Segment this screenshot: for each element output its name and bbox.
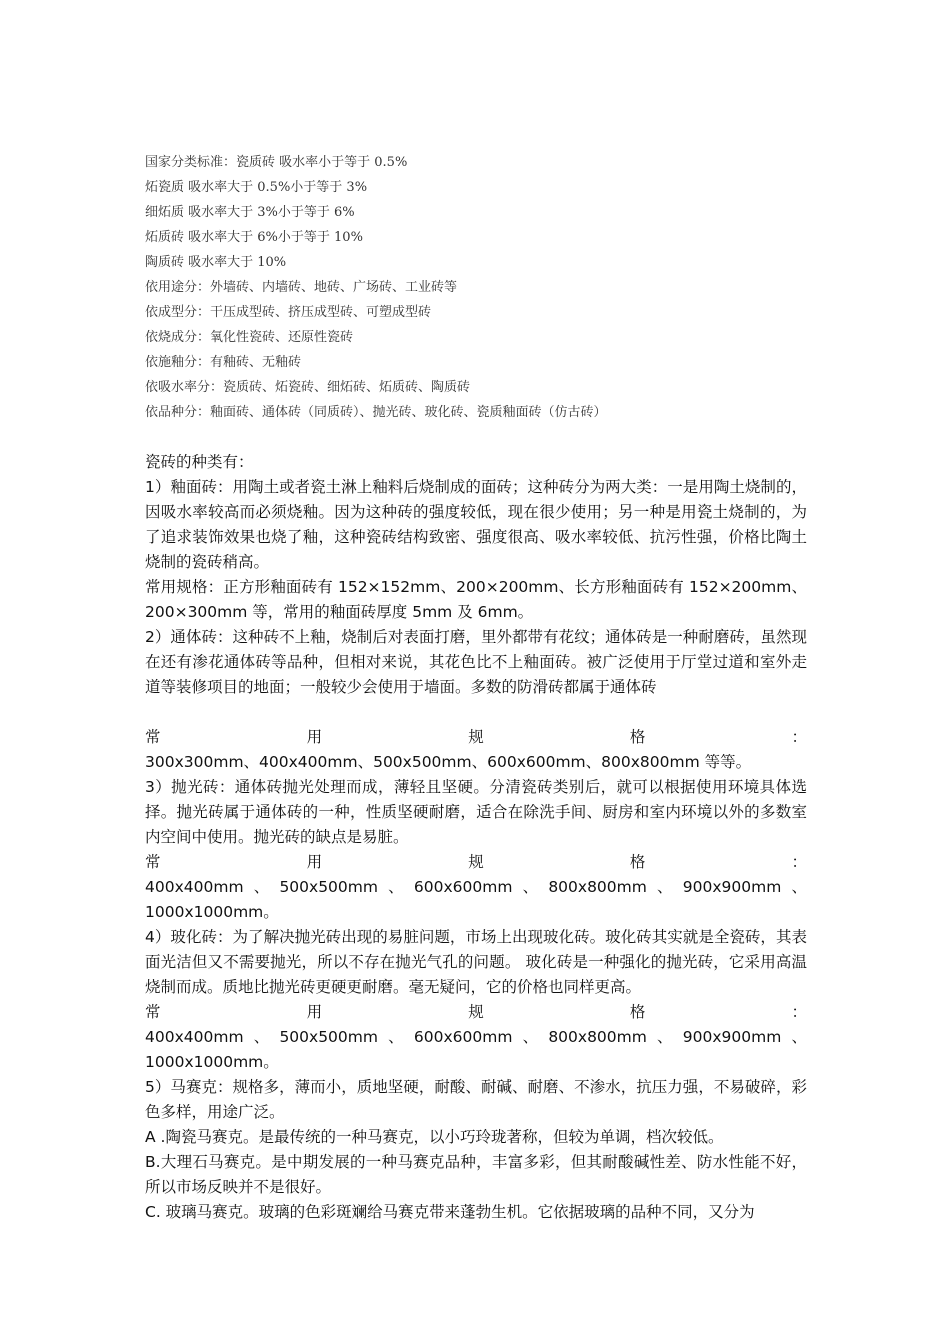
ceramic-mosaic-paragraph: A .陶瓷马赛克。是最传统的一种马赛克，以小巧玲珑著称，但较为单调，档次较低。 bbox=[145, 1128, 724, 1146]
spec-label-char: 规 bbox=[468, 728, 484, 746]
spec-label-char: ： bbox=[791, 853, 807, 871]
spec-label-char: 用 bbox=[306, 1003, 323, 1021]
glazed-tile-spec: 常用规格：正方形釉面砖有 152×152mm、200×200mm、长方形釉面砖有 152×200mm、200×300mm 等，常用的釉面砖厚度 5mm 及 6mm。 bbox=[145, 578, 807, 621]
full-body-tile-paragraph: 2）通体砖：这种砖不上釉，烧制后对表面打磨，里外都带有花纹；通体砖是一种耐磨砖，虽然现在还有渗花通体砖等品种，但相对来说，其花色比不上釉面砖。被广泛使用于厅堂过道和室外走道等装修项目的地面；一般较少会使用于墙面。多数的防滑砖都属于通体砖 bbox=[145, 628, 807, 696]
spec-label-char: ： bbox=[791, 728, 807, 746]
spec-label-char: 常 bbox=[145, 853, 161, 871]
classification-line: 细炻质 吸水率大于 3%小于等于 6% bbox=[145, 205, 355, 220]
mosaic-paragraph: 5）马赛克：规格多，薄而小，质地坚硬，耐酸、耐碱、耐磨、不渗水，抗压力强，不易破碎，彩色多样，用途广泛。 bbox=[145, 1078, 807, 1121]
polished-tile-spec: 400x400mm、500x500mm、600x600mm、800x800mm、900x900mm、1000x1000mm。 bbox=[145, 878, 807, 921]
full-body-tile-spec: 300x300mm、400x400mm、500x500mm、600x600mm、800x800mm 等等。 bbox=[145, 753, 752, 771]
spec-label bbox=[145, 850, 807, 875]
glass-mosaic-paragraph: C. 玻璃马赛克。玻璃的色彩斑斓给马赛克带来蓬勃生机。它依据玻璃的品种不同，又分为 bbox=[145, 1203, 755, 1221]
classification-line: 依成型分：干压成型砖、挤压成型砖、可塑成型砖 bbox=[145, 305, 432, 320]
polished-tile-paragraph: 3）抛光砖：通体砖抛光处理而成，薄轻且坚硬。分清瓷砖类别后，就可以根据使用环境具体选择。抛光砖属于通体砖的一种，性质坚硬耐磨，适合在除洗手间、厨房和室内环境以外的多数室内空间中使用。抛光砖的缺点是易脏。 bbox=[145, 778, 807, 846]
spec-label-char: 用 bbox=[306, 728, 323, 746]
spec-label-char: 规 bbox=[468, 853, 484, 871]
spec-label-char: 常 bbox=[145, 1003, 161, 1021]
spec-label-char: 格 bbox=[629, 853, 646, 871]
spec-label-char: ： bbox=[791, 1003, 807, 1021]
classification-line: 国家分类标准：瓷质砖 吸水率小于等于 0.5% bbox=[145, 155, 408, 170]
classification-line: 陶质砖 吸水率大于 10% bbox=[145, 255, 287, 270]
spec-label-char: 用 bbox=[306, 853, 323, 871]
marble-mosaic-paragraph: B.大理石马赛克。是中期发展的一种马赛克品种，丰富多彩，但其耐酸碱性差、防水性能不好，所以市场反映并不是很好。 bbox=[145, 1153, 807, 1196]
spec-label bbox=[145, 725, 807, 750]
classification-line: 依用途分：外墙砖、内墙砖、地砖、广场砖、工业砖等 bbox=[145, 280, 458, 295]
classification-line: 依吸水率分：瓷质砖、炻瓷砖、细炻砖、炻质砖、陶质砖 bbox=[145, 380, 471, 395]
section-heading: 瓷砖的种类有： bbox=[145, 453, 254, 471]
spec-label-char: 格 bbox=[629, 728, 646, 746]
classification-line: 炻质砖 吸水率大于 6%小于等于 10% bbox=[145, 230, 363, 245]
spec-label-char: 规 bbox=[468, 1003, 484, 1021]
spec-label-char: 常 bbox=[145, 728, 161, 746]
classification-line: 依施釉分：有釉砖、无釉砖 bbox=[145, 355, 302, 370]
classification-line: 依烧成分：氧化性瓷砖、还原性瓷砖 bbox=[145, 330, 354, 345]
spec-label bbox=[145, 1000, 807, 1025]
classification-line: 依品种分：釉面砖、通体砖（同质砖）、抛光砖、玻化砖、瓷质釉面砖（仿古砖） bbox=[145, 405, 607, 420]
blank-line bbox=[145, 700, 807, 725]
tile-types-section bbox=[145, 450, 807, 1225]
vitrified-tile-paragraph: 4）玻化砖：为了解决抛光砖出现的易脏问题，市场上出现玻化砖。玻化砖其实就是全瓷砖，其表面光洁但又不需要抛光，所以不存在抛光气孔的问题。 玻化砖是一种强化的抛光砖，它采用高温烧制而成。质地比抛光砖更硬更耐磨。毫无疑问，它的价格也同样更高。 bbox=[145, 928, 807, 996]
classification-line: 炻瓷质 吸水率大于 0.5%小于等于 3% bbox=[145, 180, 368, 195]
spec-label-char: 格 bbox=[629, 1003, 646, 1021]
classification-list bbox=[145, 150, 825, 425]
glazed-tile-paragraph: 1）釉面砖：用陶土或者瓷土淋上釉料后烧制成的面砖；这种砖分为两大类：一是用陶土烧制的，因吸水率较高而必须烧釉。因为这种砖的强度较低，现在很少使用；另一种是用瓷土烧制的，为了追求装饰效果也烧了釉，这种瓷砖结构致密、强度很高、吸水率较低、抗污性强，价格比陶土烧制的瓷砖稍高。 bbox=[145, 478, 807, 571]
vitrified-tile-spec: 400x400mm、500x500mm、600x600mm、800x800mm、900x900mm、1000x1000mm。 bbox=[145, 1028, 807, 1071]
